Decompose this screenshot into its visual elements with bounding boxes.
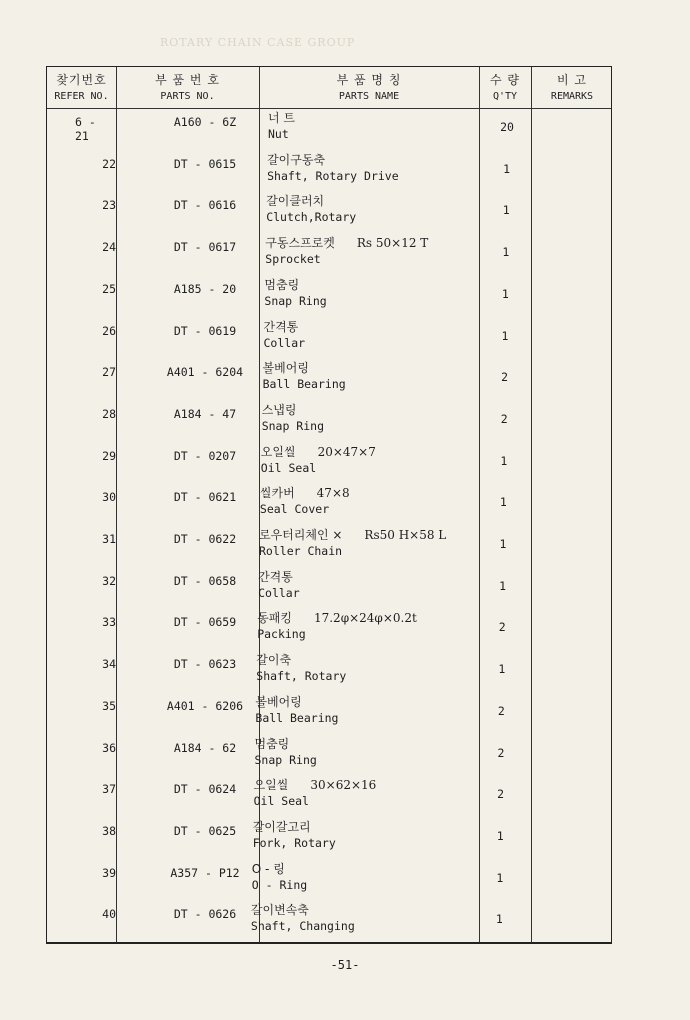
refer-no: 40 [102,907,116,922]
part-number: A184 - 62 [173,740,237,755]
part-number: DT - 0207 [173,448,237,463]
part-name [252,861,307,893]
refer-no: 38 [102,823,116,838]
part-name-english: Shaft, Rotary Drive [267,168,399,183]
part-name [255,694,338,726]
part-number: A401 - 6204 [166,365,244,380]
part-name-english: Roller Chain [259,544,343,558]
table-row [47,905,611,947]
quantity: 1 [502,245,510,260]
header-refer-no: 찾기번호 REFER NO. [54,73,109,102]
refer-no: 34 [102,657,116,672]
table-row [47,569,611,614]
part-name-korean: 갈이변속축 [250,903,309,918]
part-number: A357 - P12 [170,865,240,880]
quantity: 1 [495,912,503,927]
table-row [47,861,611,906]
refer-no: 32 [102,573,116,588]
part-name-korean: 씰카버 [259,486,295,501]
watermark-text: ROTARY CHAIN CASE GROUP [160,36,356,49]
part-name-korean: 로우터리체인 × [259,528,343,542]
part-name [253,819,336,851]
refer-no: 6 - 21 [75,115,96,143]
header-parts-name: 부 품 명 칭 PARTS NAME [336,73,402,102]
part-number: DT - 0658 [173,573,237,588]
part-name [254,777,377,809]
table-row [47,113,611,155]
table-row [47,152,611,197]
part-number: DT - 0621 [173,490,237,505]
table-row [47,363,611,405]
quantity: 2 [497,703,505,718]
part-name-english: Nut [268,127,289,141]
part-number: DT - 0619 [173,323,237,338]
quantity: 1 [500,453,508,468]
refer-no: 25 [102,281,116,296]
part-name-english: Oil Seal [253,794,309,809]
table-row [47,694,611,739]
part-name-english: Collar [263,335,306,350]
part-name-english: Fork, Rotary [252,835,336,850]
part-name-english: Shaft, Rotary [256,669,347,684]
part-number: A185 - 20 [173,281,237,296]
quantity: 2 [497,745,505,760]
part-name-korean: 갈이클러치 [266,194,325,209]
quantity: 1 [499,495,507,510]
table-row [47,402,611,447]
part-number: DT - 0659 [173,615,237,630]
part-number: DT - 0623 [173,657,237,672]
part-name [255,736,317,768]
part-spec: 47×8 [316,486,350,501]
part-name-korean: 너 트 [268,111,295,125]
part-name [259,527,446,559]
refer-no: 37 [102,782,116,797]
refer-no: 31 [102,532,116,546]
table-row [47,613,611,655]
parts-table [46,66,612,944]
part-number: A160 - 6Z [173,115,237,129]
part-name-english: Oil Seal [260,460,317,475]
part-name [265,235,428,267]
part-name [261,444,376,476]
part-name-korean: O - 링 [251,861,285,876]
part-name-korean: 볼베어링 [255,694,302,709]
table-row [47,444,611,489]
table-row [47,530,611,572]
part-name-english: Seal Cover [259,502,330,517]
part-name [256,652,346,684]
part-spec: 20×47×7 [317,444,376,459]
part-name-korean: 오일씰 [260,444,296,459]
part-name-korean: 오일씰 [253,778,289,793]
part-name-english: Snap Ring [254,752,317,767]
part-name-korean: 동패킹 [257,611,292,626]
quantity: 1 [499,537,507,551]
part-spec: 17.2φ×24φ×0.2t [313,611,417,626]
part-name [266,193,356,225]
refer-no: 28 [102,406,116,421]
part-name [257,610,417,642]
part-name-korean: 멈춤링 [254,736,290,751]
part-spec: Rs50 H×58 L [364,528,447,542]
quantity: 1 [501,286,509,301]
quantity: 2 [501,370,509,385]
part-name [268,110,317,142]
part-name [258,569,315,601]
refer-no: 24 [102,240,116,255]
refer-no: 27 [102,365,116,380]
table-row [47,277,611,322]
part-number: DT - 0625 [173,823,237,838]
part-number: DT - 0622 [173,532,237,546]
part-number: DT - 0626 [173,907,237,922]
page-number: -51- [330,958,360,972]
part-name [267,152,399,184]
part-name-korean: 갈이축 [256,653,292,668]
part-name-korean: 간격통 [258,569,293,584]
part-name-english: Collar [258,585,300,600]
refer-no: 26 [102,323,116,338]
table-row [47,319,611,364]
part-name-korean: 멈춤링 [264,277,300,292]
header-divider [47,108,611,109]
quantity: 1 [501,328,509,343]
part-name-english: O - Ring [251,877,308,892]
refer-no: 35 [102,698,116,713]
refer-no: 23 [102,198,116,213]
part-name-english: Packing [257,627,306,642]
part-name-english: Snap Ring [261,418,324,433]
part-name [264,277,326,309]
quantity: 1 [499,578,507,593]
part-name [263,360,346,392]
part-number: A184 - 47 [173,406,237,421]
part-name-english: Ball Bearing [262,377,346,392]
part-name-english: Sprocket [265,252,321,267]
table-row [47,819,611,864]
table-row [47,655,611,697]
header-qty: 수 량 Q'TY [490,73,520,102]
part-number: DT - 0617 [173,240,237,255]
part-name [264,319,321,351]
refer-no: 39 [102,865,116,880]
table-row [47,488,611,530]
part-number: DT - 0615 [173,156,237,171]
refer-no: 36 [102,740,116,755]
part-name [251,902,355,934]
part-number: DT - 0624 [173,782,237,797]
part-spec: Rs 50×12 T [356,236,429,251]
table-row [47,196,611,238]
quantity: 2 [500,411,508,426]
part-name-korean: 갈이갈고리 [252,819,311,834]
quantity: 1 [496,828,504,843]
refer-no: 30 [102,490,116,505]
part-name-korean: 스냅링 [261,402,297,417]
quantity: 20 [500,120,514,134]
part-name-english: Snap Ring [264,293,327,308]
header-remarks: 비 고 REMARKS [550,73,594,102]
refer-no: 22 [102,156,116,171]
part-name [262,402,324,434]
quantity: 1 [496,870,504,885]
part-name-korean: 간격통 [263,319,299,334]
part-name [260,485,350,517]
header-parts-no: 부 품 번 호 PARTS NO. [155,73,220,102]
refer-no: 29 [102,448,116,463]
part-name-english: Shaft, Changing [250,919,355,934]
refer-no: 33 [102,615,116,630]
part-name-korean: 구동스프로켓 [265,236,335,251]
part-number: A401 - 6206 [166,698,244,713]
part-name-english: Ball Bearing [255,710,339,725]
part-name-korean: 볼베어링 [262,361,309,376]
table-row [47,780,611,822]
table-row [47,238,611,280]
quantity: 2 [498,620,506,635]
quantity: 1 [503,161,511,176]
quantity: 2 [497,787,505,802]
part-name-korean: 갈이구동축 [267,152,326,167]
part-number: DT - 0616 [173,198,237,213]
part-name-english: Clutch,Rotary [266,210,357,225]
table-row [47,736,611,781]
quantity: 1 [498,662,506,677]
quantity: 1 [502,203,510,218]
part-spec: 30×62×16 [310,778,377,793]
